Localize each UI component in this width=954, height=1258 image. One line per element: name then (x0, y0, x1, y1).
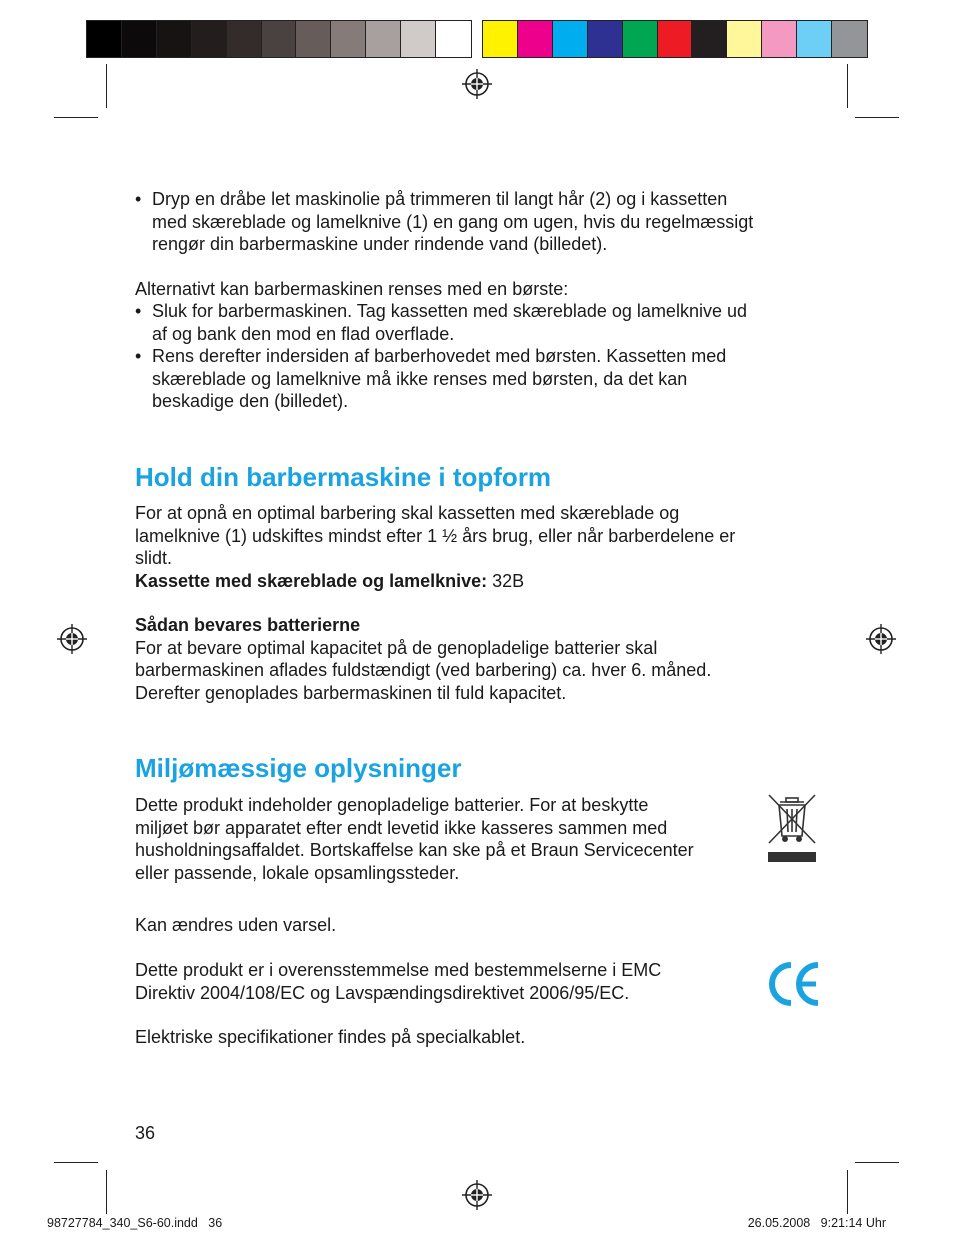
text-line: Dette produkt er i overensstemmelse med bestemmelserne i EMC (135, 960, 662, 980)
color-swatch (658, 21, 693, 57)
color-swatch (727, 21, 762, 57)
color-swatch (762, 21, 797, 57)
specs-notice: Elektriske specifikationer findes på specialkablet. (135, 1027, 526, 1047)
color-swatch (296, 21, 331, 57)
footer-file-info: 98727784_340_S6-60.indd 36 (47, 1216, 223, 1230)
color-swatch (436, 21, 471, 57)
text-line: husholdningsaffaldet. Bortskaffelse kan ske på et Braun Servicecenter (135, 840, 694, 860)
color-swatch (401, 21, 436, 57)
registration-mark-icon (462, 69, 492, 99)
text-line: lamelknive (1) udskiftes mindst efter 1 ½ års brug, eller når barberdelene er (135, 525, 736, 546)
color-swatch (87, 21, 122, 57)
color-swatch (518, 21, 553, 57)
crop-mark (847, 1170, 848, 1214)
cassette-label: Kassette med skæreblade og lamelknive: (135, 570, 488, 591)
text-line: beskadige den (billedet). (152, 391, 349, 411)
color-swatch (262, 21, 297, 57)
cassette-line (135, 570, 835, 593)
color-calibration-bar (86, 20, 868, 58)
registration-mark-icon (866, 624, 896, 654)
text-line: For at opnå en optimal barbering skal kassetten med skæreblade og (135, 503, 680, 523)
environment-paragraph (135, 794, 765, 884)
text-line: Direktiv 2004/108/EC og Lavspændingsdirektivet 2006/95/EC. (135, 982, 630, 1003)
cassette-value: 32B (487, 570, 525, 591)
bullet-mark: • (135, 189, 142, 209)
text-line: skæreblade og lamelknive må ikke renses med børsten, da det kan (152, 368, 688, 389)
text-line: Derefter genoplades barbermaskinen til fuld kapacitet. (135, 682, 567, 703)
color-swatch (588, 21, 623, 57)
bullet-switch-off (135, 300, 835, 345)
registration-mark-icon (57, 624, 87, 654)
ce-mark-icon (767, 960, 823, 1008)
color-swatch (331, 21, 366, 57)
bullet-oil-instruction (135, 188, 835, 256)
text-line: barbermaskinen aflades fuldstændigt (ved barbering) ca. hver 6. måned. (135, 660, 712, 680)
section-heading-environment: Miljømæssige oplysninger (135, 753, 462, 783)
text-line: Sluk for barbermaskinen. Tag kassetten med skæreblade og lamelknive ud (152, 301, 747, 321)
color-swatch (553, 21, 588, 57)
crop-mark (106, 64, 107, 108)
text-line: eller passende, lokale opsamlingssteder. (135, 862, 460, 883)
crop-mark (54, 1162, 98, 1163)
topform-paragraph (135, 502, 835, 592)
battery-heading: Sådan bevares batterierne (135, 615, 361, 635)
alt-intro: Alternativt kan barbermaskinen renses med en børste: (135, 279, 569, 299)
color-swatch (832, 21, 867, 57)
color-swatch (192, 21, 227, 57)
crop-mark (54, 117, 98, 118)
color-swatch (797, 21, 832, 57)
bullet-mark: • (135, 301, 142, 321)
bullet-mark: • (135, 346, 142, 366)
footer-timestamp: 26.05.2008 9:21:14 Uhr (747, 1216, 886, 1230)
text-line: af og bank den mod en flad overflade. (152, 323, 455, 344)
color-swatches (482, 20, 868, 58)
color-swatch (623, 21, 658, 57)
text-line: miljøet bør apparatet efter endt levetid ikke kasseres sammen med (135, 817, 668, 838)
bullet-brush-clean (135, 345, 835, 413)
text-line: slidt. (135, 548, 173, 568)
section-heading-topform: Hold din barbermaskine i topform (135, 462, 552, 492)
crop-mark (106, 1170, 107, 1214)
text-line: Dryp en dråbe let maskinolie på trimmeren til langt hår (2) og i kassetten (152, 189, 728, 209)
crop-mark (847, 64, 848, 108)
color-swatch (692, 21, 727, 57)
grayscale-swatches (86, 20, 472, 58)
registration-mark-icon (462, 1180, 492, 1210)
battery-section (135, 614, 835, 704)
text-line: rengør din barbermaskine under rindende vand (billedet). (152, 234, 608, 254)
color-swatch (366, 21, 401, 57)
crossed-out-wheelie-bin-icon (766, 792, 818, 864)
color-swatch (157, 21, 192, 57)
text-line: Dette produkt indeholder genopladelige batterier. For at beskytte (135, 795, 649, 815)
change-notice: Kan ændres uden varsel. (135, 915, 337, 935)
text-line: Rens derefter indersiden af barberhovedet med børsten. Kassetten med (152, 346, 727, 366)
page-number: 36 (135, 1123, 156, 1143)
crop-mark (855, 1162, 899, 1163)
text-line: For at bevare optimal kapacitet på de genopladelige batterier skal (135, 637, 658, 658)
text-line: med skæreblade og lamelknive (1) en gang om ugen, hvis du regelmæssigt (152, 211, 754, 232)
color-swatch (122, 21, 157, 57)
crop-mark (855, 117, 899, 118)
emc-paragraph (135, 959, 755, 1004)
color-swatch (483, 21, 518, 57)
color-swatch (227, 21, 262, 57)
